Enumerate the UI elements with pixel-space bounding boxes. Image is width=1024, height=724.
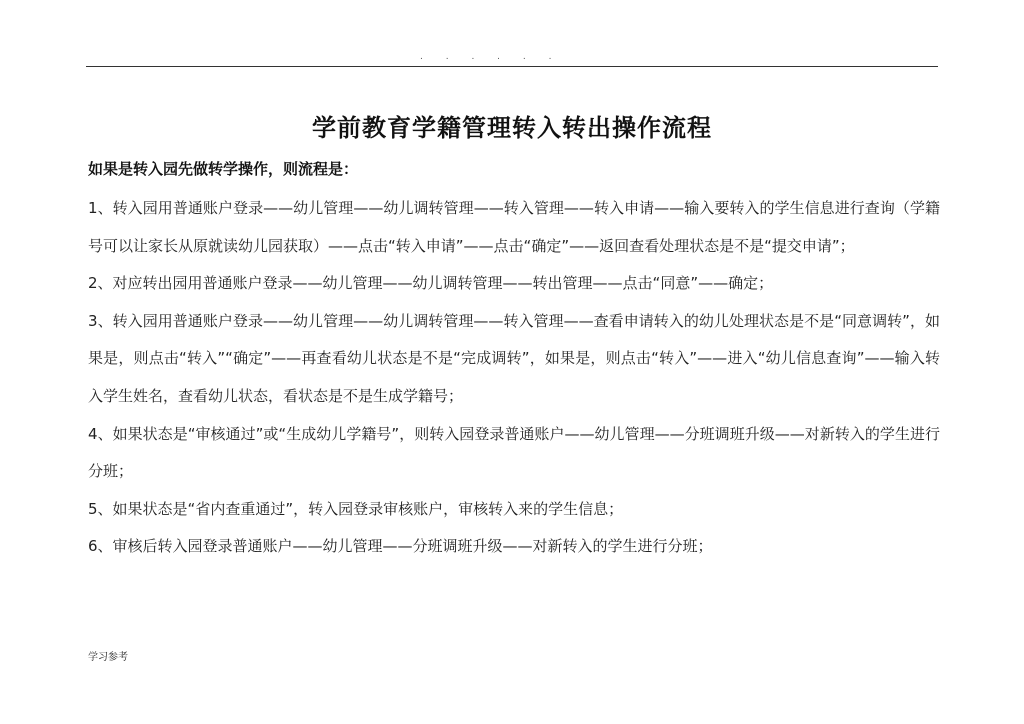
header-marks: . . . . . .: [420, 52, 562, 62]
footer-label: 学习参考: [88, 652, 128, 663]
step-1: 1、转入园用普通账户登录——幼儿管理——幼儿调转管理——转入管理——转入申请——输入要转入的学生信息进行查询（学籍号可以让家长从原就读幼儿园获取）——点击“转入申请”——点击“确定”——返回查看处理状态是不是“提交申请”；: [88, 199, 940, 255]
step-3: 3、转入园用普通账户登录——幼儿管理——幼儿调转管理——转入管理——查看申请转入的幼儿处理状态是不是“同意调转”，如果是，则点击“转入”“确定”——再查看幼儿状态是不是“完成调转”，如果是，则点击“转入”——进入“幼儿信息查询”——输入转入学生姓名，查看幼儿状态，看状态是不是生成学籍号；: [88, 311, 940, 405]
step-4: 4、如果状态是“审核通过”或“生成幼儿学籍号”，则转入园登录普通账户——幼儿管理——分班调班升级——对新转入的学生进行分班；: [88, 424, 940, 481]
step-5: 5、如果状态是“省内查重通过”，转入园登录审核账户，审核转入来的学生信息；: [88, 499, 624, 518]
header-divider: [86, 66, 938, 67]
step-2: 2、对应转出园用普通账户登录——幼儿管理——幼儿调转管理——转出管理——点击“同意”——确定；: [88, 274, 774, 293]
steps-list: [88, 190, 940, 566]
document-subtitle: 如果是转入园先做转学操作，则流程是：: [88, 160, 359, 178]
document-title: 学前教育学籍管理转入转出操作流程: [312, 114, 712, 142]
step-6: 6、审核后转入园登录普通账户——幼儿管理——分班调班升级——对新转入的学生进行分班；: [88, 537, 713, 556]
